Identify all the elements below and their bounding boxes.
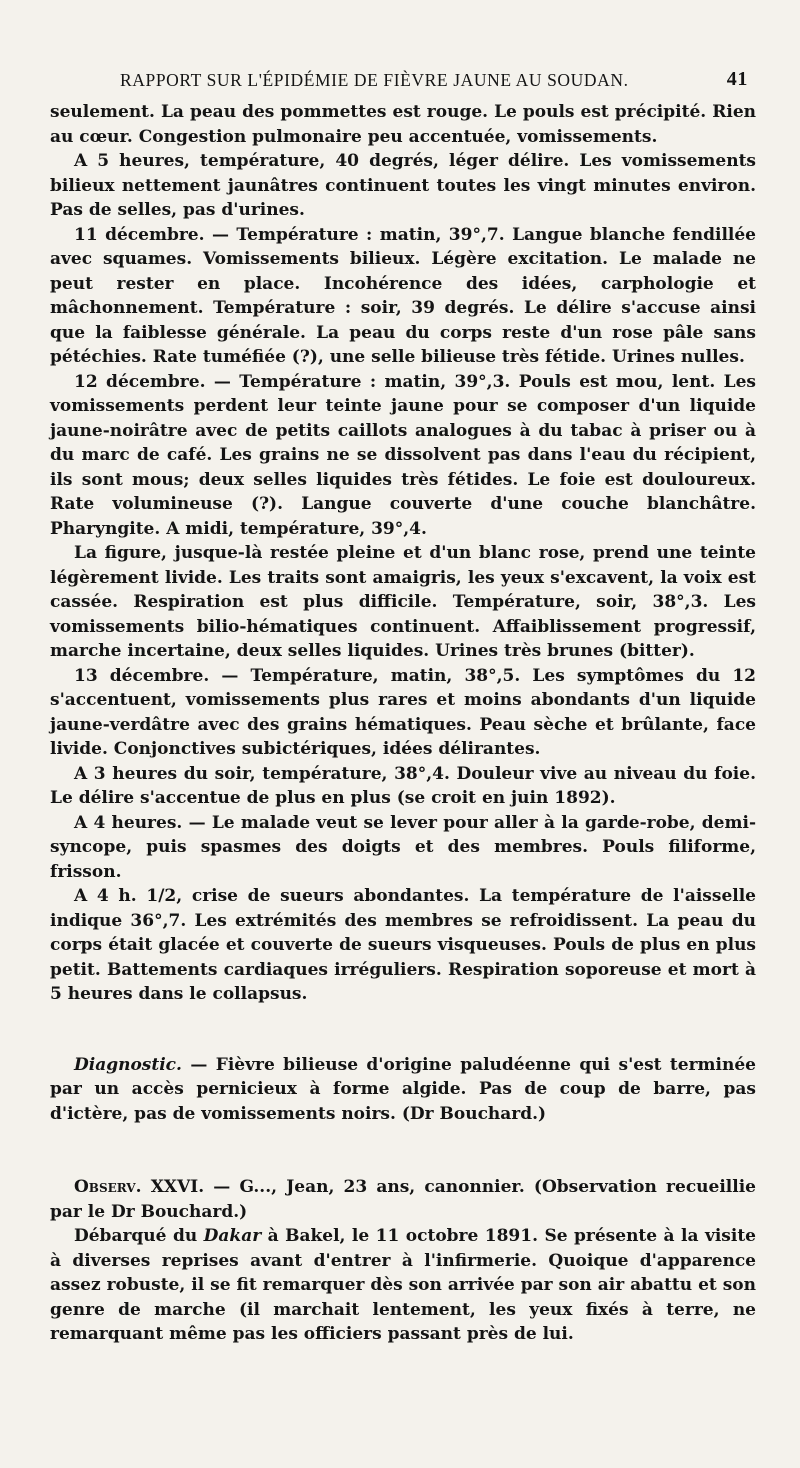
paragraph: A 3 heures du soir, température, 38°,4. Douleur vive au niveau du foie. Le délire s'accentue de plus en plus (se croit en juin 1892).: [50, 763, 756, 808]
observation-text-after: à Bakel, le 11 octobre 1891. Se présente à la visite à diverses reprises avant d'entrer à l'infirmerie. Quoique d'apparence assez robuste, il se fit remarquer dès son arrivée par son air abattu et son genre de marche (il marchait lentement, les yeux fixés à terre, ne remarquant même pas les officiers passant près de lui.: [50, 1226, 757, 1344]
observation-text-before: Débarqué du: [74, 1226, 204, 1246]
paragraph: La figure, jusque-là restée pleine et d'un blanc rose, prend une teinte légèrement livide. Les traits sont amaigris, les yeux s'excavent, la voix est cassée. Respiration est plus difficile. Température, soir, 38°,3. Les vomissements bilio-hématiques continuent. Affaiblissement progressif, marche incertaine, deux selles liquides. Urines très brunes (bitter).: [50, 543, 756, 661]
diagnostic-label: Diagnostic.: [74, 1054, 182, 1075]
ship-name: Dakar: [203, 1226, 262, 1246]
page-number: 41: [726, 68, 748, 90]
observation-label: Observ.: [74, 1177, 142, 1197]
observation-paragraph: [50, 1224, 756, 1347]
observation-heading: [50, 1175, 756, 1224]
paragraph: seulement. La peau des pommettes est rouge. Le pouls est précipité. Rien au cœur. Congestion pulmonaire peu accentuée, vomissements.: [50, 102, 756, 147]
running-header: [48, 64, 752, 94]
header-title: RAPPORT SUR L'ÉPIDÉMIE DE FIÈVRE JAUNE AU SOUDAN.: [120, 70, 629, 90]
paragraph: 11 décembre. — Température : matin, 39°,7. Langue blanche fendillée avec squames. Vomissements bilieux. Légère excitation. Le malade ne peut rester en place. Incohérence des idées, carphologie et mâchonnement. Température : soir, 39 degrés. Le délire s'accuse ainsi que la faiblesse générale. La peau du corps reste d'un rose pâle sans pétéchies. Rate tuméfiée (?), une selle bilieuse très fétide. Urines nulles.: [50, 224, 756, 367]
observation-text: XXVI. — G..., Jean, 23 ans, canonnier. (Observation recueillie par le Dr Bouchard.): [50, 1177, 756, 1222]
paragraph: 13 décembre. — Température, matin, 38°,5. Les symptômes du 12 s'accentuent, vomissements plus rares et moins abondants d'un liquide jaune-verdâtre avec des grains hématiques. Peau sèche et brûlante, face livide. Conjonctives subictériques, idées délirantes.: [50, 665, 756, 759]
paragraph: A 5 heures, température, 40 degrés, léger délire. Les vomissements bilieux nettement jaunâtres continuent toutes les vingt minutes environ. Pas de selles, pas d'urines.: [50, 151, 756, 220]
paragraph: 12 décembre. — Température : matin, 39°,3. Pouls est mou, lent. Les vomissements perdent leur teinte jaune pour se composer d'un liquide jaune-noirâtre avec de petits caillots analogues à du tabac à priser ou à du marc de café. Les grains ne se dissolvent pas dans l'eau du récipient, ils sont mous; deux selles liquides très fétides. Le foie est douloureux. Rate volumineuse (?). Langue couverte d'une couche blanchâtre. Pharyngite. A midi, température, 39°,4.: [50, 371, 756, 539]
text-body: [50, 100, 756, 1347]
paragraph: A 4 heures. — Le malade veut se lever pour aller à la garde-robe, demi-syncope, puis spasmes des doigts et des membres. Pouls filiforme, frisson.: [50, 812, 756, 882]
diagnostic-text: — Fièvre bilieuse d'origine paludéenne qui s'est terminée par un accès pernicieux à forme algide. Pas de coup de barre, pas d'ictère, pas de vomissements noirs. (Dr Bouchard.): [50, 1054, 756, 1124]
diagnostic-paragraph: [50, 1053, 756, 1127]
paragraph: A 4 h. 1/2, crise de sueurs abondantes. La température de l'aisselle indique 36°,7. Les extrémités des membres se refroidissent. La peau du corps était glacée et couverte de sueurs visqueuses. Pouls de plus en plus petit. Battements cardiaques irréguliers. Respiration soporeuse et mort à 5 heures dans le collapsus.: [50, 886, 756, 1004]
